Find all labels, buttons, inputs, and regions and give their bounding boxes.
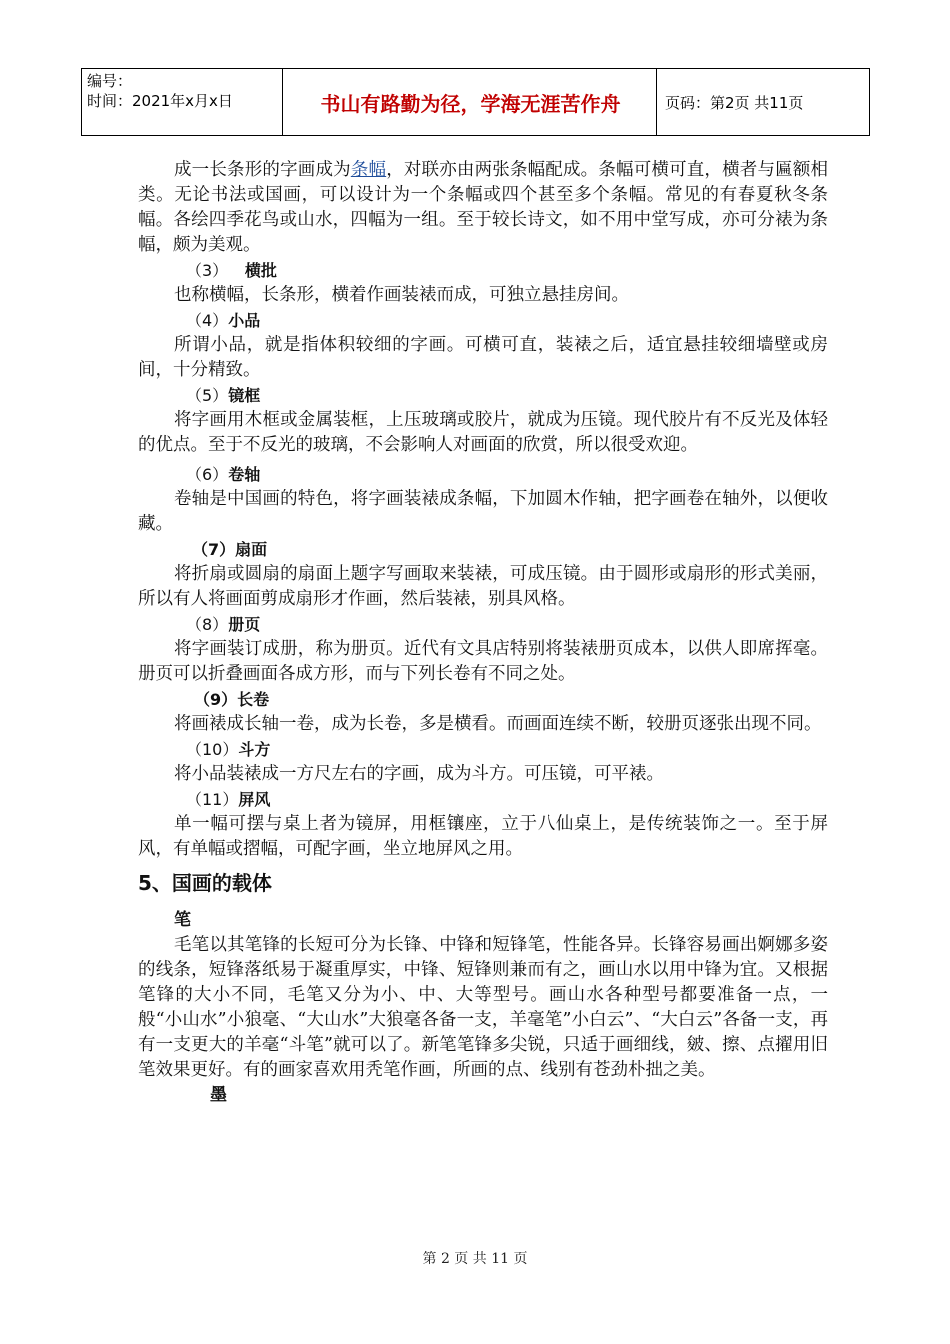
header-table bbox=[81, 68, 870, 136]
item-text-6: 卷轴是中国画的特色，将字画装裱成条幅，下加圆木作轴，把字画卷在轴外，以便收藏。 bbox=[138, 489, 828, 534]
header-divider bbox=[869, 69, 870, 135]
item-heading-11 bbox=[138, 787, 828, 812]
header-divider bbox=[282, 69, 283, 135]
item-heading-6 bbox=[138, 462, 828, 487]
item-title: 小品 bbox=[228, 311, 261, 330]
paragraph-scroll bbox=[138, 158, 828, 258]
item-title: 扇面 bbox=[235, 540, 268, 559]
item-text-3: 也称横幅，长条形，横着作画装裱而成，可独立悬挂房间。 bbox=[174, 285, 629, 305]
item-title: 卷轴 bbox=[228, 465, 261, 484]
item-title: 长卷 bbox=[237, 690, 270, 709]
brush-paragraph: 毛笔以其笔锋的长短可分为长锋、中锋和短锋笔，性能各异。长锋容易画出婀娜多姿的线条，短锋落纸易于凝重厚实，中锋、短锋则兼而有之，画山水以用中锋为宜。又根据笔锋的大小不同，毛笔又分为小、中、大等型号。画山水各种型号都要准备一点，一般“小山水”小狼毫、“大山水”大狼毫各备一支，羊毫笔”小白云”、“大白云”各备一支，再有一支更大的羊毫“斗笔”就可以了。新笔笔锋多尖锐，只适于画细线，皴、擦、点擢用旧笔效果更好。有的画家喜欢用秃笔作画，所画的点、线别有苍劲朴拙之美。 bbox=[138, 935, 828, 1080]
header-motto: 书山有路勤为径，学海无涯苦作舟 bbox=[320, 91, 621, 116]
link-tiaofu[interactable]: 条幅 bbox=[350, 160, 387, 180]
item-heading-5 bbox=[138, 383, 828, 408]
doc-number-label: 编号： bbox=[87, 72, 133, 90]
header-meta bbox=[87, 71, 282, 111]
document-body bbox=[138, 158, 828, 1108]
item-title: 斗方 bbox=[238, 740, 271, 759]
item-number: （11） bbox=[186, 790, 239, 809]
item-title: 镜框 bbox=[228, 386, 261, 405]
item-number: （6） bbox=[186, 465, 229, 484]
item-title: 横批 bbox=[244, 261, 277, 280]
item-number: （4） bbox=[186, 311, 229, 330]
item-heading-8 bbox=[138, 612, 828, 637]
item-title: 册页 bbox=[228, 615, 261, 634]
page-footer: 第 2 页 共 11 页 bbox=[422, 1251, 528, 1267]
item-number: （10） bbox=[186, 740, 239, 759]
item-text-9: 将画裱成长轴一卷，成为长卷，多是横看。而画面连续不断，较册页逐张出现不同。 bbox=[174, 714, 822, 734]
paragraph-text: 成一长条形的字画成为 bbox=[174, 160, 351, 180]
item-number: （7） bbox=[192, 540, 236, 559]
time-label: 时间：2021年x月x日 bbox=[87, 92, 233, 110]
header-page-label: 页码：第2页 共11页 bbox=[665, 93, 804, 112]
section-heading: 5、国画的载体 bbox=[138, 871, 272, 895]
item-heading-9 bbox=[138, 687, 828, 712]
subheading-brush: 笔 bbox=[174, 910, 191, 930]
item-text-4: 所谓小品，就是指体积较细的字画。可横可直，装裱之后，适宜悬挂较细墙壁或房间，十分精致。 bbox=[138, 335, 828, 380]
item-number: （9） bbox=[194, 690, 238, 709]
item-title: 屏风 bbox=[238, 790, 271, 809]
item-heading-4 bbox=[138, 308, 828, 333]
header-divider bbox=[81, 69, 82, 135]
item-text-7: 将折扇或圆扇的扇面上题字写画取来装裱，可成压镜。由于圆形或扇形的形式美丽，所以有人将画面剪成扇形才作画，然后装裱，别具风格。 bbox=[138, 564, 828, 609]
item-heading-7 bbox=[138, 537, 828, 562]
item-heading-3 bbox=[138, 258, 828, 283]
item-text-11: 单一幅可摆与桌上者为镜屏，用框镶座，立于八仙桌上，是传统装饰之一。至于屏风，有单幅或摺幅，可配字画，坐立地屏风之用。 bbox=[138, 814, 828, 859]
item-number: （8） bbox=[186, 615, 229, 634]
item-number: （5） bbox=[186, 386, 229, 405]
paragraph-text: ，对联亦由两张条幅配成。条幅可横可直，横者与匾额相类。无论书法或国画，可以设计为一个条幅或四个甚至多个条幅。常见的有春夏秋冬条幅。各绘四季花鸟或山水，四幅为一组。至于较长诗文，如不用中堂写成，亦可分裱为条幅，颇为美观。 bbox=[138, 160, 829, 255]
item-number: （3） bbox=[186, 261, 229, 280]
item-text-10: 将小品装裱成一方尺左右的字画，成为斗方。可压镜，可平裱。 bbox=[174, 764, 664, 784]
item-text-8: 将字画装订成册，称为册页。近代有文具店特别将装裱册页成本，以供人即席挥毫。册页可以折叠画面各成方形，而与下列长卷有不同之处。 bbox=[138, 639, 828, 684]
item-heading-10 bbox=[138, 737, 828, 762]
item-text-5: 将字画用木框或金属装框，上压玻璃或胶片，就成为压镜。现代胶片有不反光及体轻的优点。至于不反光的玻璃，不会影响人对画面的欣赏，所以很受欢迎。 bbox=[138, 410, 828, 455]
subheading-ink: 墨 bbox=[210, 1085, 227, 1105]
